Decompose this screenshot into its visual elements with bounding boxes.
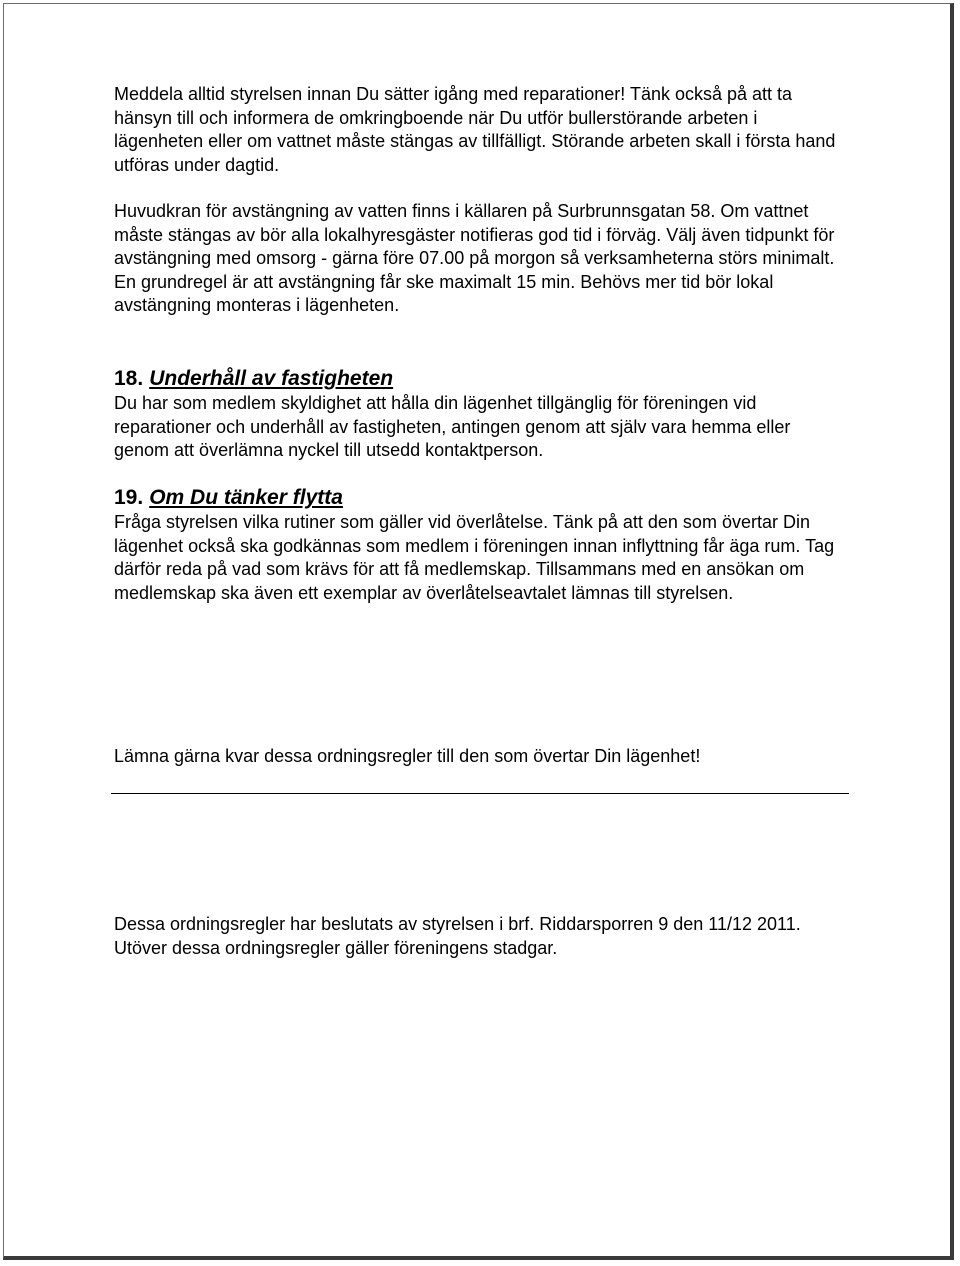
section-19-heading: [114, 486, 343, 510]
section-18-number: 18.: [114, 367, 144, 390]
section-18-title: Underhåll av fastigheten: [149, 367, 394, 390]
section-19-title: Om Du tänker flytta: [149, 486, 343, 509]
intro-paragraph: Meddela alltid styrelsen innan Du sätter igång med reparationer! Tänk också på att ta hänsyn till och informera de omkringboende när Du utför bullerstörande arbeten i lägenheten eller om vattnet måste stängas av tillfälligt. Störande arbeten skall i första hand utföras under dagtid.: [114, 84, 836, 175]
section-19-number: 19.: [114, 486, 144, 509]
divider-line: [111, 793, 849, 794]
section-19-body: Fråga styrelsen vilka rutiner som gäller vid överlåtelse. Tänk på att den som övertar Din lägenhet också ska godkännas som medlem i föreningen innan inflyttning får äga rum. Tag därför reda på vad som krävs för att få medlemskap. Tillsammans med en ansökan om medlemskap ska även ett exemplar av överlåtelseavtalet lämnas till styrelsen.: [114, 512, 835, 603]
handover-note: Lämna gärna kvar dessa ordningsregler till den som övertar Din lägenhet!: [114, 746, 701, 766]
water-shutoff-paragraph: Huvudkran för avstängning av vatten finns i källaren på Surbrunnsgatan 58. Om vattnet måste stängas av bör alla lokalhyresgäster notifieras god tid i förväg. Välj även tidpunkt för avstängning med omsorg - gärna före 07.00 på morgon så verksamheterna störs minimalt. En grundregel är att avstängning får ske maximalt 15 min. Behövs mer tid bör lokal avstängning monteras i lägenheten.: [114, 201, 835, 315]
page-border: [3, 3, 954, 1260]
section-18-heading: [114, 367, 393, 391]
closing-note: Dessa ordningsregler har beslutats av styrelsen i brf. Riddarsporren 9 den 11/12 2011. Utöver dessa ordningsregler gäller föreningens stadgar.: [114, 914, 801, 958]
section-18-body: Du har som medlem skyldighet att hålla din lägenhet tillgänglig för föreningen vid reparationer och underhåll av fastigheten, antingen genom att själv vara hemma eller genom att överlämna nyckel till utsedd kontaktperson.: [114, 393, 791, 460]
